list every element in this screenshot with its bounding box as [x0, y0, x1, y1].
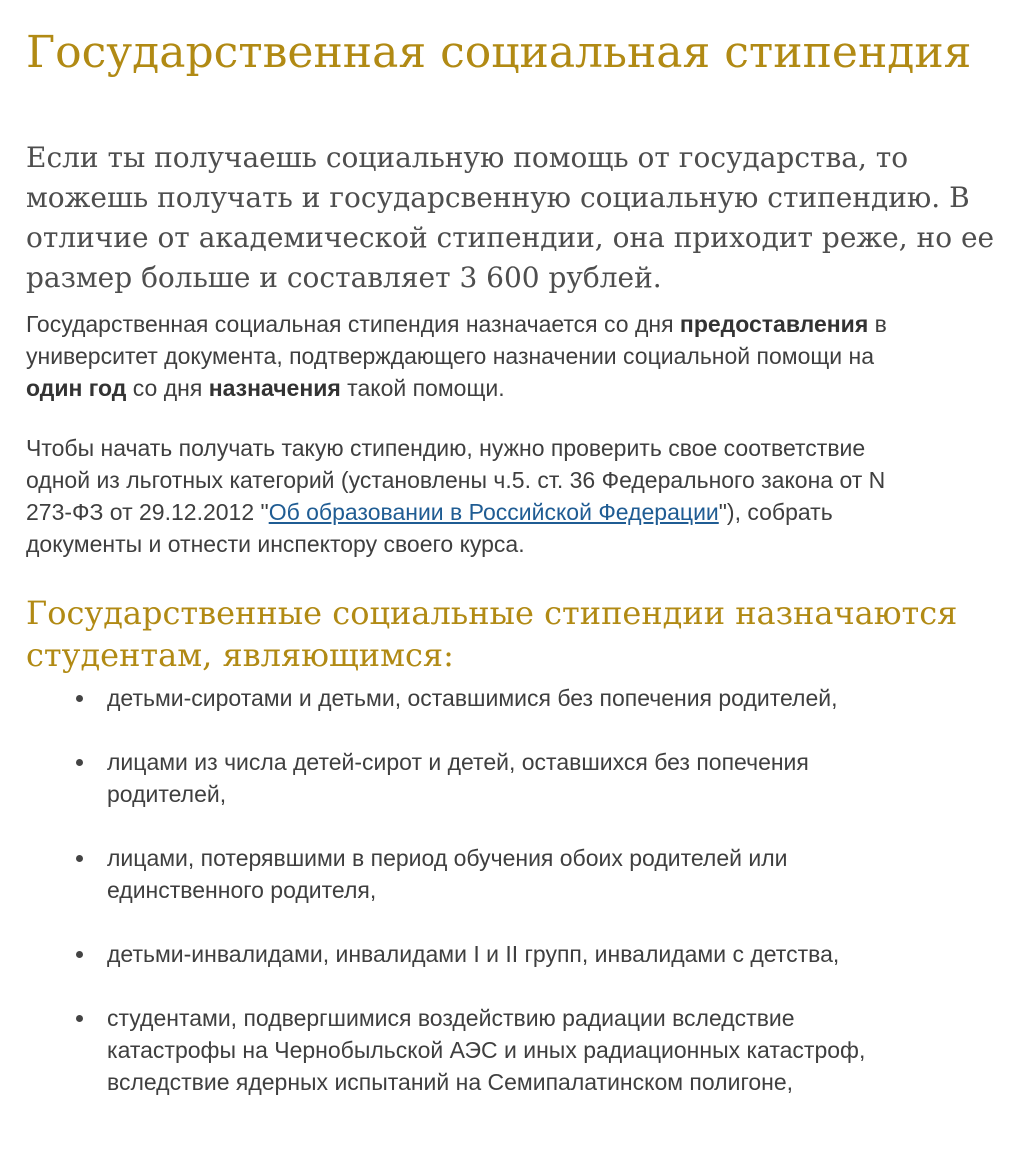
education-law-link[interactable]: Об образовании в Российской Федерации	[268, 499, 719, 525]
bold-term: назначения	[208, 375, 341, 401]
bullet-icon	[76, 695, 83, 702]
list-item	[76, 938, 839, 970]
procedure-paragraph	[26, 432, 1016, 560]
lead-line: размер больше и составляет 3 600 рублей.	[26, 261, 662, 294]
text-fragment: со дня	[126, 375, 209, 401]
list-item	[76, 1002, 865, 1098]
assignment-paragraph	[26, 308, 1016, 404]
bullet-icon	[76, 759, 83, 766]
list-item-text: родителей,	[107, 781, 227, 807]
bullet-icon	[76, 855, 83, 862]
section-heading	[26, 592, 1016, 676]
bullet-icon	[76, 1015, 83, 1022]
lead-line: Если ты получаешь социальную помощь от государства, то	[26, 141, 909, 174]
list-item-text: лицами, потерявшими в период обучения обоих родителей или	[107, 845, 788, 871]
paragraph-line: документы и отнести инспектору своего курса.	[26, 531, 525, 557]
heading-line: студентам, являющимся:	[26, 636, 454, 674]
paragraph-line: Чтобы начать получать такую стипендию, нужно проверить свое соответствие	[26, 435, 866, 461]
lead-paragraph	[26, 138, 995, 298]
list-item-text: лицами из числа детей-сирот и детей, оставшихся без попечения	[107, 749, 809, 775]
lead-line: можешь получать и государсвенную социальную стипендию. В	[26, 181, 970, 214]
list-item-text: единственного родителя,	[107, 877, 377, 903]
paragraph-line	[26, 496, 1016, 528]
list-item	[76, 682, 838, 714]
paragraph-line: университет документа, подтверждающего назначении социальной помощи на	[26, 343, 875, 369]
bold-term: один год	[26, 375, 127, 401]
text-fragment: в	[868, 311, 887, 337]
article	[26, 0, 1006, 1095]
paragraph-line: одной из льготных категорий (установлены ч.5. ст. 36 Федерального закона от N	[26, 467, 886, 493]
list-item-text: вследствие ядерных испытаний на Семипалатинском полигоне,	[107, 1069, 794, 1095]
bullet-icon	[76, 951, 83, 958]
paragraph-line	[26, 308, 1016, 340]
list-item-text: катастрофы на Чернобыльской АЭС и иных радиационных катастроф,	[107, 1037, 866, 1063]
text-fragment: такой помощи.	[340, 375, 505, 401]
list-item-text: детьми-сиротами и детьми, оставшимися без попечения родителей,	[107, 685, 838, 711]
paragraph-line	[26, 372, 1016, 404]
list-item	[76, 842, 787, 906]
page-title: Государственная социальная стипендия	[26, 27, 972, 78]
text-fragment: "), собрать	[718, 499, 833, 525]
bold-term: предоставления	[679, 311, 869, 337]
text-fragment: 273-ФЗ от 29.12.2012 "	[26, 499, 269, 525]
list-item-text: студентами, подвергшимися воздействию радиации вследствие	[107, 1005, 795, 1031]
list-item	[76, 746, 809, 810]
lead-line: отличие от академической стипендии, она приходит реже, но ее	[26, 221, 995, 254]
text-fragment: Государственная социальная стипендия назначается со дня	[26, 311, 680, 337]
list-item-text: детьми-инвалидами, инвалидами I и II групп, инвалидами с детства,	[107, 941, 840, 967]
heading-line: Государственные социальные стипендии назначаются	[26, 594, 958, 632]
